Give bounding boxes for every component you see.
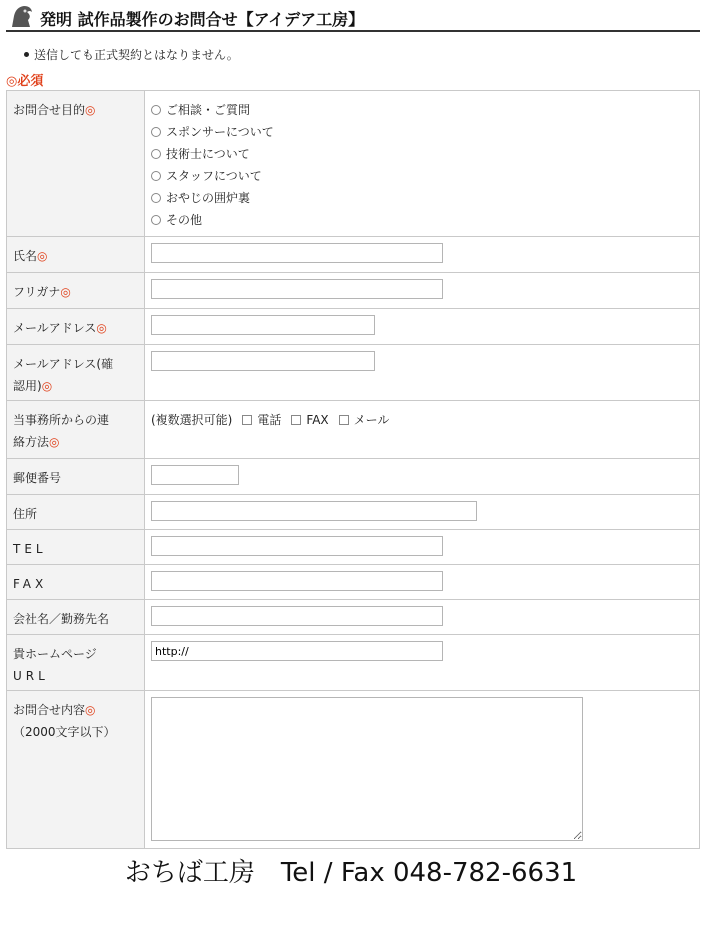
form-row-email (7, 309, 700, 345)
form-row-postal (7, 459, 700, 495)
inquiry-textarea[interactable] (151, 697, 583, 841)
purpose-option[interactable]: 技術士について (151, 143, 693, 165)
page-header (6, 2, 700, 32)
inquiry-form-table (6, 90, 700, 849)
tel-label: TEL (7, 530, 145, 565)
form-row-name (7, 237, 700, 273)
postal-input[interactable] (151, 465, 239, 485)
contact-method-label: 当事務所からの連 絡方法◎ (7, 401, 145, 459)
company-input[interactable] (151, 606, 443, 626)
company-label: 会社名／勤務先名 (7, 600, 145, 635)
email-confirm-label: メールアドレス(確 認用)◎ (7, 345, 145, 401)
furigana-input[interactable] (151, 279, 443, 299)
form-row-furigana (7, 273, 700, 309)
required-legend: ◎必須 (6, 74, 44, 89)
radio-button[interactable] (151, 149, 161, 159)
footer-contact: おちば工房 Tel / Fax 048-782-6631 (124, 858, 578, 888)
purpose-option[interactable]: おやじの囲炉裏 (151, 187, 693, 209)
purpose-option[interactable]: スタッフについて (151, 165, 693, 187)
address-label: 住所 (7, 495, 145, 530)
form-row-address (7, 495, 700, 530)
checkbox-fax[interactable] (291, 415, 301, 425)
form-row-inquiry (7, 691, 700, 849)
name-input[interactable] (151, 243, 443, 263)
email-input[interactable] (151, 315, 375, 335)
radio-button[interactable] (151, 105, 161, 115)
radio-button[interactable] (151, 193, 161, 203)
inquiry-label: お問合せ内容◎ （2000文字以下） (7, 691, 145, 849)
radio-button[interactable] (151, 127, 161, 137)
contact-method-note: (複数選択可能) (151, 413, 233, 427)
purpose-option[interactable]: ご相談・ご質問 (151, 99, 693, 121)
page-title: 発明 試作品製作のお問合せ【アイデア工房】 (40, 10, 365, 29)
purpose-option[interactable]: スポンサーについて (151, 121, 693, 143)
checkbox-phone[interactable] (242, 415, 252, 425)
furigana-label: フリガナ◎ (7, 273, 145, 309)
homepage-label: 貴ホームページ URL (7, 635, 145, 691)
form-row-company (7, 600, 700, 635)
fax-label: FAX (7, 565, 145, 600)
form-row-contact-method (7, 401, 700, 459)
purpose-label: お問合せ目的◎ (7, 91, 145, 237)
fax-input[interactable] (151, 571, 443, 591)
radio-button[interactable] (151, 215, 161, 225)
gorilla-logo-icon (8, 4, 34, 28)
purpose-option[interactable]: その他 (151, 209, 693, 231)
email-confirm-input[interactable] (151, 351, 375, 371)
purpose-options (145, 91, 700, 237)
radio-button[interactable] (151, 171, 161, 181)
address-input[interactable] (151, 501, 477, 521)
postal-label: 郵便番号 (7, 459, 145, 495)
homepage-input[interactable] (151, 641, 443, 661)
checkbox-mail[interactable] (339, 415, 349, 425)
form-row-tel (7, 530, 700, 565)
form-row-purpose (7, 91, 700, 237)
contact-method-options: (複数選択可能) 電話 FAX メール (151, 409, 693, 431)
form-row-email-confirm (7, 345, 700, 401)
tel-input[interactable] (151, 536, 443, 556)
notice-text: 送信しても正式契約とはなりません。 (34, 48, 239, 62)
form-row-fax (7, 565, 700, 600)
form-row-homepage (7, 635, 700, 691)
email-label: メールアドレス◎ (7, 309, 145, 345)
name-label: 氏名◎ (7, 237, 145, 273)
